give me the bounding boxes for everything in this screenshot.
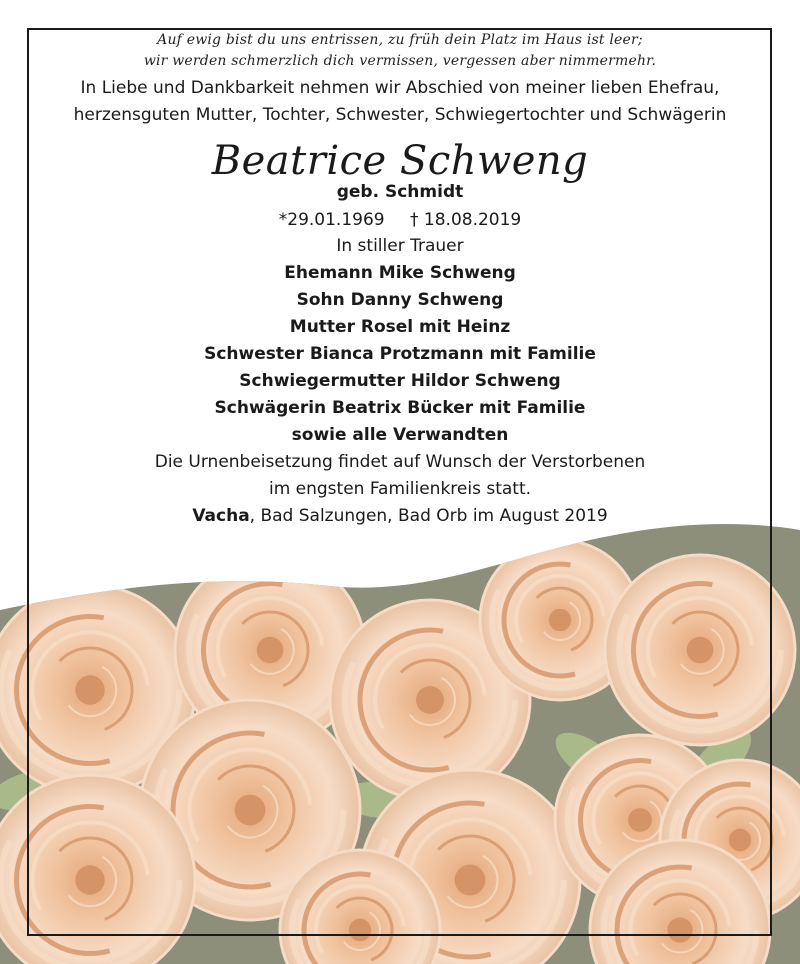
mourner: Schwiegermutter Hildor Schweng <box>239 371 561 391</box>
burial-line: im engsten Familienkreis statt. <box>268 479 532 499</box>
obituary-notice <box>30 30 770 530</box>
verse-line: wir werden schmerzlich dich vermissen, vergessen aber nimmermehr. <box>143 53 657 69</box>
burial-note <box>30 449 770 530</box>
intro-line: In Liebe und Dankbarkeit nehmen wir Abschied von meiner lieben Ehefrau, <box>80 78 720 98</box>
mourner: sowie alle Verwandten <box>291 425 509 445</box>
life-dates <box>30 207 770 233</box>
burial-line: Die Urnenbeisetzung findet auf Wunsch der Verstorbenen <box>154 452 646 472</box>
place-town: Vacha <box>192 506 250 526</box>
maiden-name: geb. Schmidt <box>336 182 464 202</box>
intro-line: herzensguten Mutter, Tochter, Schwester, Schwiegertochter und Schwägerin <box>73 105 727 125</box>
birth-date: *29.01.1969 <box>278 210 385 230</box>
mourning-line: In stiller Trauer <box>336 236 464 256</box>
mourner: Schwägerin Beatrix Bücker mit Familie <box>214 398 586 418</box>
mourner: Ehemann Mike Schweng <box>284 263 516 283</box>
mourner: Sohn Danny Schweng <box>296 290 504 310</box>
mourner: Schwester Bianca Protzmann mit Familie <box>204 344 596 364</box>
place-and-date <box>30 503 770 530</box>
deceased-name: Beatrice Schweng <box>211 138 589 184</box>
memorial-verse <box>30 30 770 72</box>
place-rest: , Bad Salzungen, Bad Orb im August 2019 <box>249 506 608 526</box>
intro-text <box>30 75 770 129</box>
death-date: † 18.08.2019 <box>410 210 522 230</box>
rose-shape <box>605 555 795 745</box>
verse-line: Auf ewig bist du uns entrissen, zu früh dein Platz im Haus ist leer; <box>157 32 643 48</box>
mourners-list <box>30 260 770 449</box>
mourner: Mutter Rosel mit Heinz <box>289 317 511 337</box>
